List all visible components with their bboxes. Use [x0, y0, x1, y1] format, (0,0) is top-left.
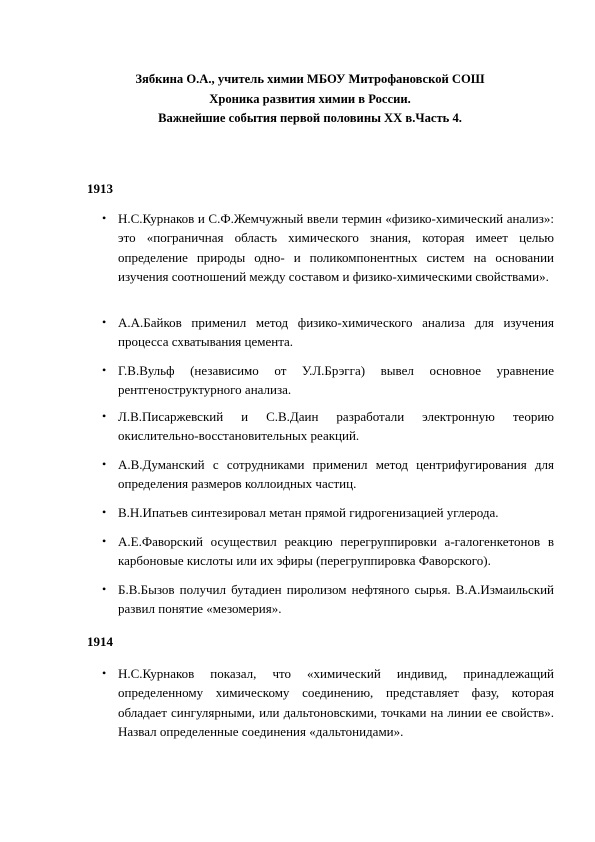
bullet-icon: • [102, 666, 107, 680]
list-item: Н.С.Курнаков и С.Ф.Жемчужный ввели термин «физико-химический анализ»: это «пограничная область химического знания, которая имеет целью определение природы одно- и поликомпонентных систем на основании изучения соотношений между составом и физико-химическими свойствами». [118, 211, 554, 284]
list-item: А.В.Думанский с сотрудниками применил метод центрифугирования для определения размеров коллоидных частиц. [118, 457, 554, 492]
list-item: Л.В.Писаржевский и С.В.Даин разработали электронную теорию окислительно-восстановительных реакций. [118, 409, 554, 444]
bullet-icon: • [102, 409, 107, 423]
bullet-icon: • [102, 315, 107, 329]
bullet-icon: • [102, 505, 107, 519]
bullet-icon: • [102, 211, 107, 225]
bullet-icon: • [102, 582, 107, 596]
title-line: Хроника развития химии в России. [209, 91, 411, 106]
document-header [110, 70, 510, 129]
list-item: Г.В.Вульф (независимо от У.Л.Брэгга) вывел основное уравнение рентгеноструктурного анализа. [118, 363, 554, 398]
bullet-icon: • [102, 457, 107, 471]
author-line: Зябкина О.А., учитель химии МБОУ Митрофановской СОШ [135, 72, 485, 86]
list-item: Б.В.Бызов получил бутадиен пиролизом нефтяного сырья. В.А.Измаильский развил понятие «мезомерия». [118, 582, 554, 617]
bullet-icon: • [102, 534, 107, 548]
list-item: Н.С.Курнаков показал, что «химический индивид, принадлежащий определенному химическому соединению, представляет фазу, которая обладает сингулярными, или дальтоновскими, точками на линии ее свойств». Назвал определенные соединения «дальтонидами». [118, 666, 554, 739]
year-heading-1914: 1914 [87, 634, 113, 649]
subtitle-line: Важнейшие события первой половины XX в.Часть 4. [158, 111, 462, 125]
list-item: А.А.Байков применил метод физико-химического анализа для изучения процесса схватывания цемента. [118, 315, 554, 350]
year-heading-1913: 1913 [87, 181, 113, 196]
bullet-icon: • [102, 363, 107, 377]
list-item: А.Е.Фаворский осуществил реакцию перегруппировки а-галогенкетонов в карбоновые кислоты или их эфиры (перегруппировка Фаворского). [118, 534, 554, 569]
list-item: В.Н.Ипатьев синтезировал метан прямой гидрогенизацией углерода. [118, 505, 499, 520]
